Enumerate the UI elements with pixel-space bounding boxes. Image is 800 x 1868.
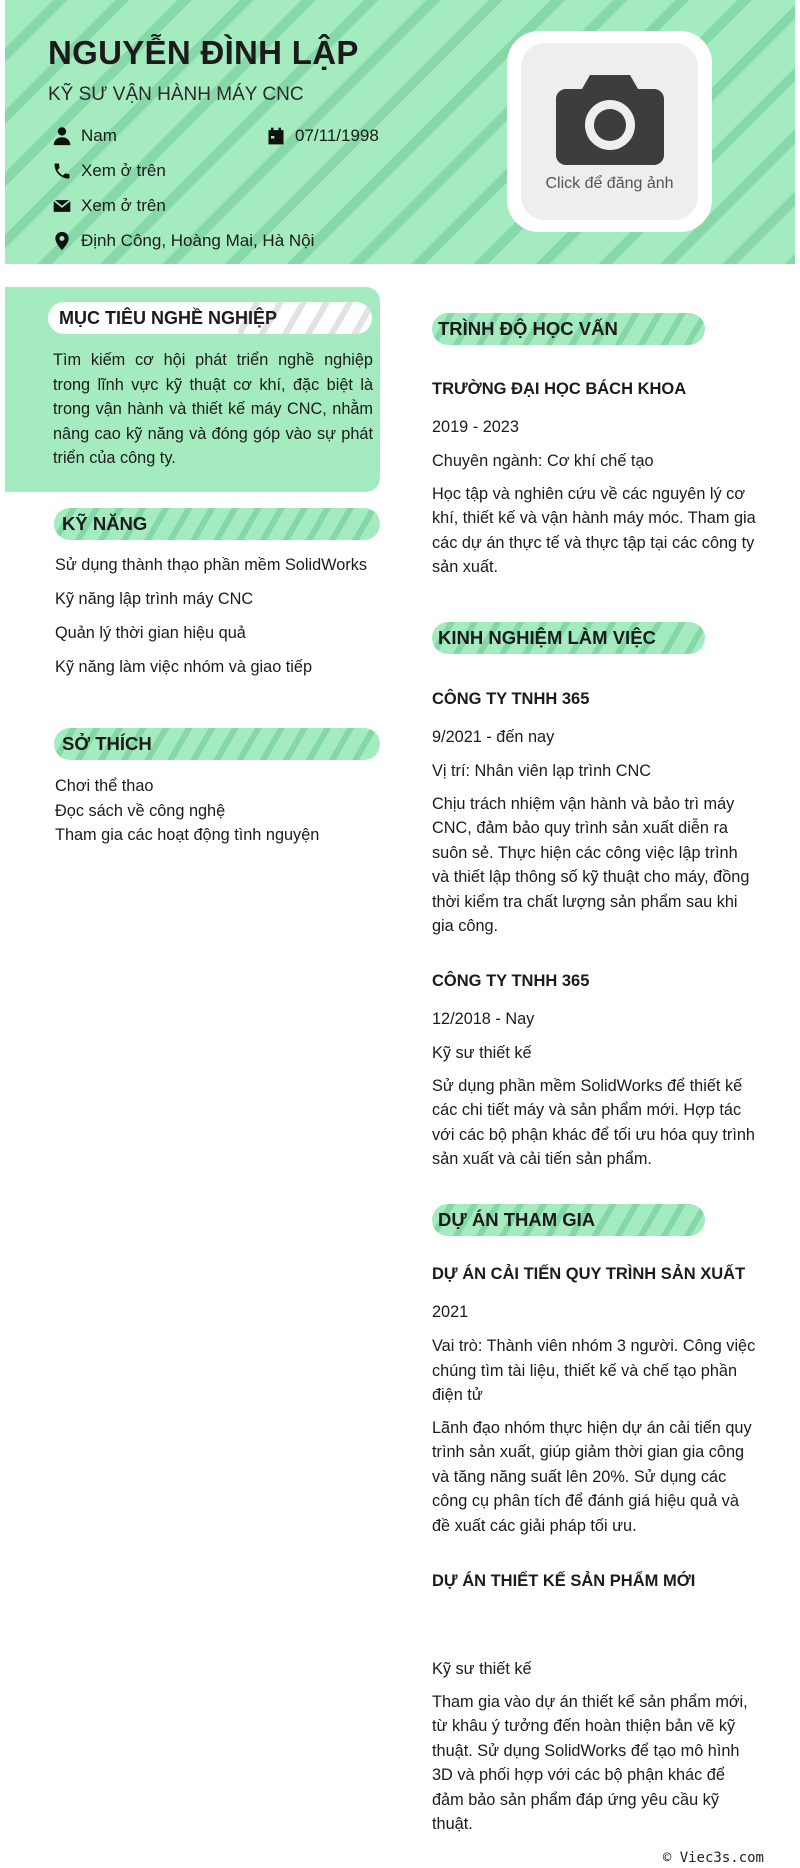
project-description: Tham gia vào dự án thiết kế sản phẩm mới, từ khâu ý tưởng đến hoàn thiện bản vẽ kỹ thuật. Sử dụng SolidWorks để tạo mô hình 3D và phối hợp với các bộ phận khác để đảm bảo sản phẩm đáp ứng yêu cầu kỹ thuật.: [432, 1692, 748, 1833]
project-name: DỰ ÁN CẢI TIẾN QUY TRÌNH SẢN XUẤT: [432, 1265, 746, 1283]
education-major: Chuyên ngành: Cơ khí chế tạo: [432, 452, 654, 470]
hobby-item: Đọc sách về công nghệ: [55, 801, 226, 820]
skills-title: KỸ NĂNG: [54, 508, 380, 540]
experience-entry: [432, 689, 757, 939]
hobbies-list: [55, 774, 380, 848]
experience-title: KINH NGHIỆM LÀM VIỆC: [432, 622, 705, 654]
experience-entry: [432, 971, 757, 1172]
project-entry: [432, 1264, 757, 1538]
photo-upload-label: Click để đăng ảnh: [545, 174, 674, 192]
education-time: 2019 - 2023: [432, 418, 519, 436]
phone-row: [52, 161, 166, 181]
hobby-item: Tham gia các hoạt động tình nguyện: [55, 826, 320, 844]
birthdate-value: 07/11/1998: [295, 126, 379, 145]
job-title: KỸ SƯ VẬN HÀNH MÁY CNC: [48, 84, 304, 105]
project-description: Lãnh đạo nhóm thực hiện dự án cải tiến quy trình sản xuất, giúp giảm thời gian gia công và tăng năng suất lên 20%. Sử dụng các công cụ phân tích để đánh giá hiệu quả và đề xuất các giải pháp tối ưu.: [432, 1418, 752, 1535]
skill-item: Quản lý thời gian hiệu quả: [55, 624, 246, 642]
project-time: 2021: [432, 1303, 469, 1321]
address-value: Định Công, Hoàng Mai, Hà Nội: [81, 231, 315, 250]
experience-position: Kỹ sư thiết kế: [432, 1044, 532, 1062]
education-title: TRÌNH ĐỘ HỌC VẤN: [432, 313, 705, 345]
company-name: CÔNG TY TNHH 365: [432, 972, 590, 990]
photo-frame: [507, 31, 712, 232]
projects-title: DỰ ÁN THAM GIA: [432, 1204, 705, 1236]
watermark: © Viec3s.com: [662, 1850, 764, 1866]
education-entry: [432, 379, 757, 580]
skill-item: Sử dụng thành thạo phần mềm SolidWorks: [55, 556, 367, 574]
education-description: Học tập và nghiên cứu về các nguyên lý cơ khí, thiết kế và vận hành máy móc. Tham gia các dự án thực tế và thực tập tại các công ty sản xuất.: [432, 484, 756, 576]
experience-position: Vị trí: Nhân viên lạp trình CNC: [432, 762, 651, 780]
skill-item: Kỹ năng lập trình máy CNC: [55, 590, 254, 608]
phone-icon: [52, 161, 72, 181]
project-entry: [432, 1571, 757, 1837]
map-pin-icon: [52, 231, 72, 251]
camera-icon: [556, 71, 664, 165]
person-icon: [52, 126, 72, 146]
photo-upload-button[interactable]: [521, 43, 698, 220]
birthdate-row: [266, 126, 379, 146]
company-name: CÔNG TY TNHH 365: [432, 690, 590, 708]
project-role: Vai trò: Thành viên nhóm 3 người. Công việc chúng tìm tài liệu, thiết kế và chế tạo phần điện tử: [432, 1337, 756, 1404]
hobby-item: Chơi thể thao: [55, 777, 154, 795]
school-name: TRƯỜNG ĐẠI HỌC BÁCH KHOA: [432, 380, 687, 398]
candidate-name: NGUYỄN ĐÌNH LẬP: [48, 34, 359, 71]
hobbies-title: SỞ THÍCH: [54, 728, 380, 760]
objective-title: MỤC TIÊU NGHỀ NGHIỆP: [48, 302, 372, 334]
project-name: DỰ ÁN THIẾT KẾ SẢN PHẨM MỚI: [432, 1572, 696, 1590]
gender-value: Nam: [81, 126, 117, 145]
experience-description: Chịu trách nhiệm vận hành và bảo trì máy CNC, đảm bảo quy trình sản xuất diễn ra suôn sẻ. Thực hiện các công việc lập trình và thiết lập thông số kỹ thuật cho máy, đồng thời kiểm tra chất lượng sản phẩm sau khi gia công.: [432, 794, 750, 935]
calendar-icon: [266, 126, 286, 146]
project-time: [432, 1608, 757, 1630]
experience-description: Sử dụng phần mềm SolidWorks để thiết kế các chi tiết máy và sản phẩm mới. Hợp tác với các bộ phận khác để tối ưu hóa quy trình sản xuất và cải tiến sản phẩm.: [432, 1076, 755, 1168]
email-value: Xem ở trên: [81, 196, 166, 215]
gender-row: [52, 126, 117, 146]
envelope-icon: [52, 196, 72, 216]
skills-list: [55, 553, 380, 689]
project-role: Kỹ sư thiết kế: [432, 1660, 532, 1678]
skill-item: Kỹ năng làm việc nhóm và giao tiếp: [55, 658, 313, 676]
address-row: [52, 231, 314, 251]
experience-time: 9/2021 - đến nay: [432, 728, 555, 746]
phone-value: Xem ở trên: [81, 161, 166, 180]
email-row: [52, 196, 166, 216]
objective-text: Tìm kiếm cơ hội phát triển nghề nghiệp trong lĩnh vực kỹ thuật cơ khí, đặc biệt là trong vận hành và thiết kế máy CNC, nhằm nâng cao kỹ năng và đóng góp vào sự phát triển của công ty.: [53, 351, 373, 467]
experience-time: 12/2018 - Nay: [432, 1010, 535, 1028]
